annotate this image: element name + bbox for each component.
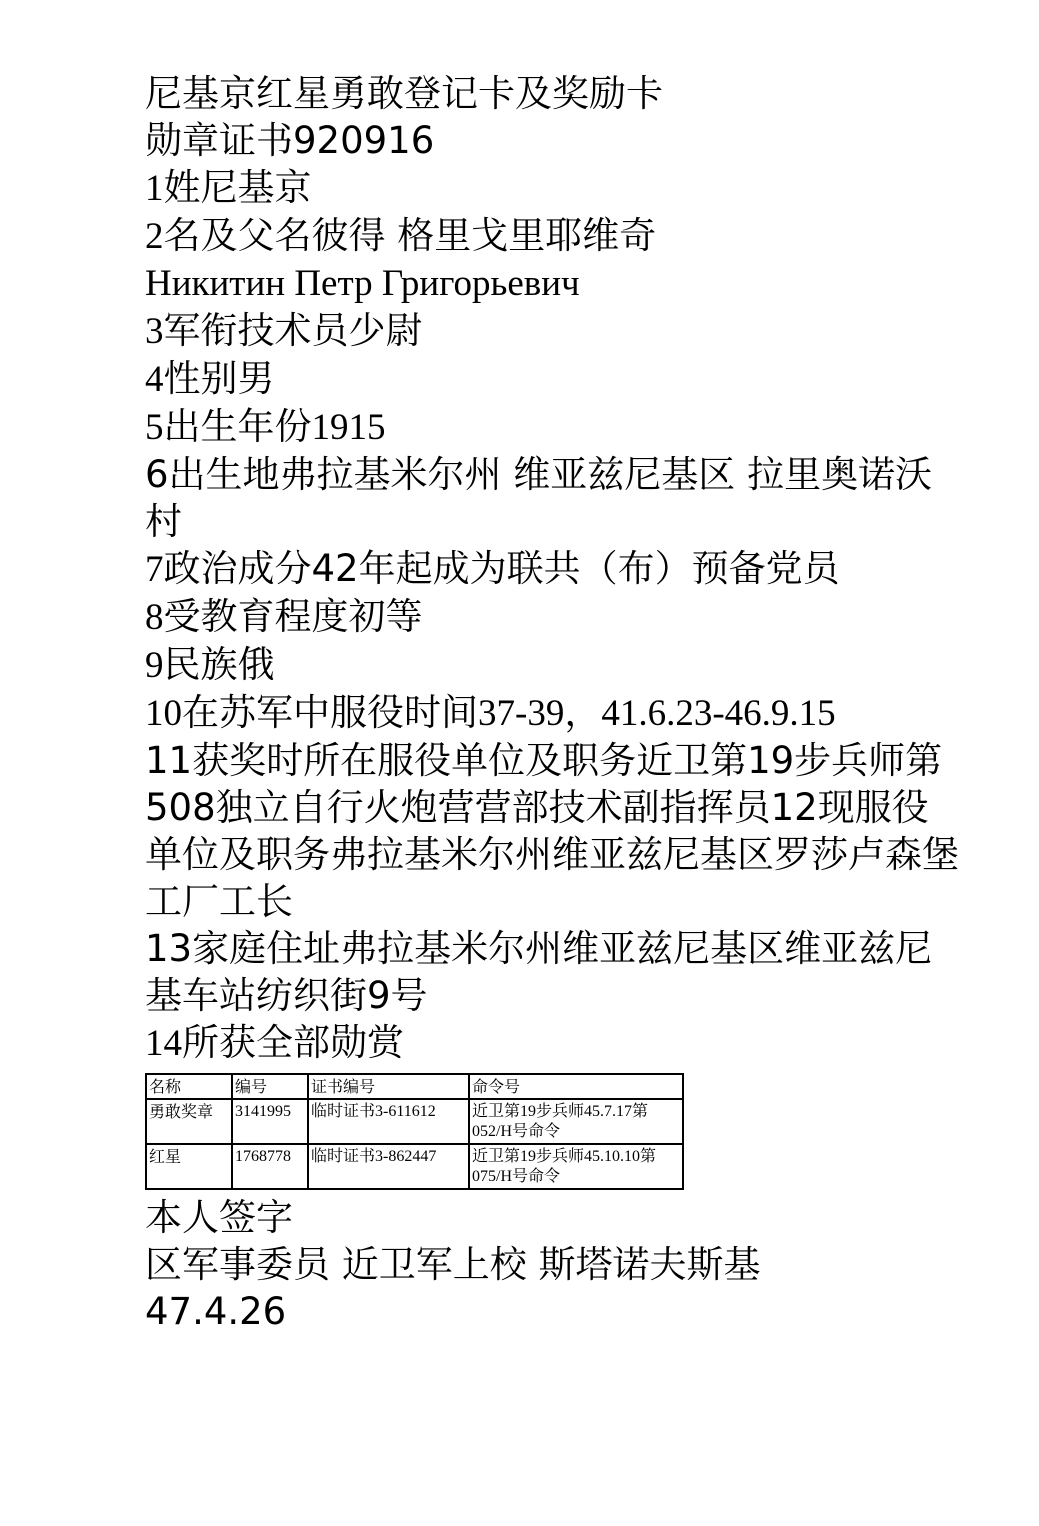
field-number: 4 <box>145 359 164 400</box>
field-value: 彼得 格里戈里耶维奇 <box>311 214 657 257</box>
field-label: 政治成分 <box>163 547 312 590</box>
field-label: 名及父名 <box>163 214 312 257</box>
field-awards <box>145 1019 975 1067</box>
field-value: 37-39，41.6.23-46.9.15 <box>478 693 836 734</box>
field-label: 出生地 <box>168 453 280 496</box>
award-name: 勇敢奖章 <box>146 1099 232 1144</box>
field-value: 1915 <box>311 407 386 448</box>
field-number: 2 <box>145 216 164 257</box>
field-value: 弗拉基米尔州维亚兹尼基区维亚兹尼基车站纺织街9号 <box>145 927 933 1017</box>
award-certificate: 临时证书3-862447 <box>308 1144 469 1189</box>
field-number: 9 <box>145 645 164 686</box>
table-row <box>146 1099 683 1144</box>
field-number: 10 <box>145 693 182 734</box>
award-name: 红星 <box>146 1144 232 1189</box>
field-sex <box>145 355 975 403</box>
field-value: 尼基京 <box>200 166 312 209</box>
field-label: 所获全部勋赏 <box>182 1021 404 1064</box>
document-date: 47.4.26 <box>145 1290 287 1333</box>
field-number: 8 <box>145 597 164 638</box>
field-value: 男 <box>237 357 275 400</box>
field-surname <box>145 164 975 212</box>
table-row <box>146 1144 683 1189</box>
column-header: 命令号 <box>469 1074 683 1099</box>
signature-label: 本人签字 <box>145 1196 293 1239</box>
table-header-row <box>146 1074 683 1099</box>
field-label: 获奖时所在服役单位及职务 <box>192 739 637 782</box>
field-russian-name: Никитин Петр Григорьевич <box>145 263 580 304</box>
field-label: 出生年份 <box>163 405 312 448</box>
field-number: 5 <box>145 407 164 448</box>
field-party <box>145 545 975 593</box>
award-order: 近卫第19步兵师45.10.10第075/H号命令 <box>469 1144 683 1189</box>
field-given-name <box>145 212 975 260</box>
field-number: 14 <box>145 1023 182 1064</box>
field-label: 受教育程度 <box>163 595 349 638</box>
field-unit-and-position <box>145 737 965 925</box>
field-value: 42年起成为联共（布）预备党员 <box>311 547 840 590</box>
field-label: 现服役单位及职务 <box>145 786 929 876</box>
field-value: 初等 <box>348 595 423 638</box>
field-number: 12 <box>770 786 818 829</box>
field-birth-year <box>145 403 975 451</box>
field-number: 7 <box>145 549 164 590</box>
field-number: 11 <box>145 739 193 782</box>
field-birthplace <box>145 451 965 545</box>
column-header: 证书编号 <box>308 1074 469 1099</box>
field-value: 俄 <box>237 643 275 686</box>
commissar-line: 区军事委员 近卫军上校 斯塔诺夫斯基 <box>145 1243 761 1286</box>
award-number: 3141995 <box>232 1099 308 1144</box>
field-label: 家庭住址 <box>192 927 341 970</box>
column-header: 名称 <box>146 1074 232 1099</box>
field-value: 技术员少尉 <box>237 309 423 352</box>
awards-table <box>145 1073 684 1190</box>
field-ethnicity <box>145 641 975 689</box>
field-value: 近卫第19步兵师第508独立自行火炮营营部技术副指挥员 <box>145 739 943 829</box>
field-rank <box>145 307 975 355</box>
field-value: 弗拉基米尔州 维亚兹尼基区 拉里奥诺沃村 <box>145 453 933 543</box>
field-service-period <box>145 689 975 737</box>
field-number: 6 <box>145 453 169 496</box>
field-label: 在苏军中服役时间 <box>182 691 478 734</box>
registration-card <box>145 70 975 1335</box>
award-certificate: 临时证书3-611612 <box>308 1099 469 1144</box>
field-value: 弗拉基米尔州维亚兹尼基区罗莎卢森堡工厂工长 <box>145 833 959 923</box>
field-label: 姓 <box>163 166 201 209</box>
award-number: 1768778 <box>232 1144 308 1189</box>
certificate-number: 勋章证书920916 <box>145 119 435 162</box>
column-header: 编号 <box>232 1074 308 1099</box>
field-number: 3 <box>145 311 164 352</box>
field-label: 军衔 <box>163 309 238 352</box>
document-title: 尼基京红星勇敢登记卡及奖励卡 <box>145 72 663 115</box>
field-label: 民族 <box>163 643 238 686</box>
field-number: 13 <box>145 927 193 970</box>
field-label: 性别 <box>163 357 238 400</box>
award-order: 近卫第19步兵师45.7.17第052/H号命令 <box>469 1099 683 1144</box>
field-number: 1 <box>145 168 164 209</box>
field-education <box>145 593 975 641</box>
field-home-address <box>145 925 965 1019</box>
